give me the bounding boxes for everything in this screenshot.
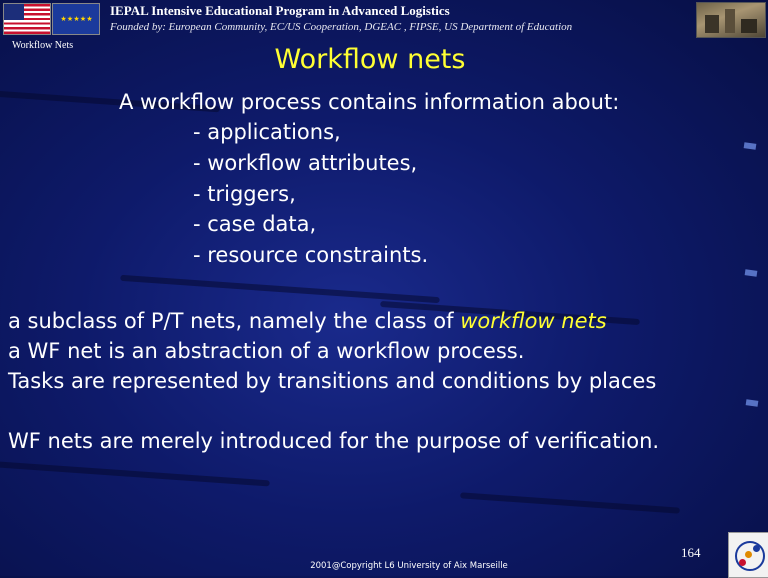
list-item: - case data, xyxy=(193,212,317,236)
background-streak xyxy=(120,275,440,303)
list-item: - resource constraints. xyxy=(193,243,429,267)
header-title: IEPAL Intensive Educational Program in Advanced Logistics xyxy=(110,3,450,18)
city-photo xyxy=(696,2,766,38)
para-line-3: Tasks are represented by transitions and conditions by places xyxy=(8,369,657,393)
header xyxy=(0,0,768,38)
us-flag-icon xyxy=(3,3,51,35)
decorative-dash xyxy=(746,399,759,407)
para-line-1-text: a subclass of P/T nets, namely the class of xyxy=(8,309,461,333)
para-line-2: a WF net is an abstraction of a workflow process. xyxy=(8,339,525,363)
page-number: 164 xyxy=(681,545,701,560)
closing-text: WF nets are merely introduced for the purpose of verification. xyxy=(8,429,660,453)
list-item: - workflow attributes, xyxy=(193,151,418,175)
slide-title: Workflow nets xyxy=(274,44,466,75)
section-label: Workflow Nets xyxy=(12,40,74,51)
eu-flag-icon: ★ ★ ★ ★ ★ xyxy=(52,3,100,35)
university-logo xyxy=(728,532,768,578)
intro-text: A workflow process contains information about: xyxy=(119,90,620,114)
background-streak xyxy=(460,492,680,513)
list-item: - applications, xyxy=(193,120,341,144)
decorative-dash xyxy=(744,142,757,150)
header-subtitle: Founded by: European Community, EC/US Cooperation, DGEAC , FIPSE, US Department of Education xyxy=(110,21,573,33)
background-streak xyxy=(0,460,270,487)
workflow-nets-emphasis: workflow nets xyxy=(460,309,607,333)
list-item: - triggers, xyxy=(193,182,296,206)
footer-copyright: 2001@Copyright L6 University of Aix Marseille xyxy=(310,561,508,571)
para-line-1 xyxy=(8,309,607,333)
decorative-dash xyxy=(745,269,758,277)
